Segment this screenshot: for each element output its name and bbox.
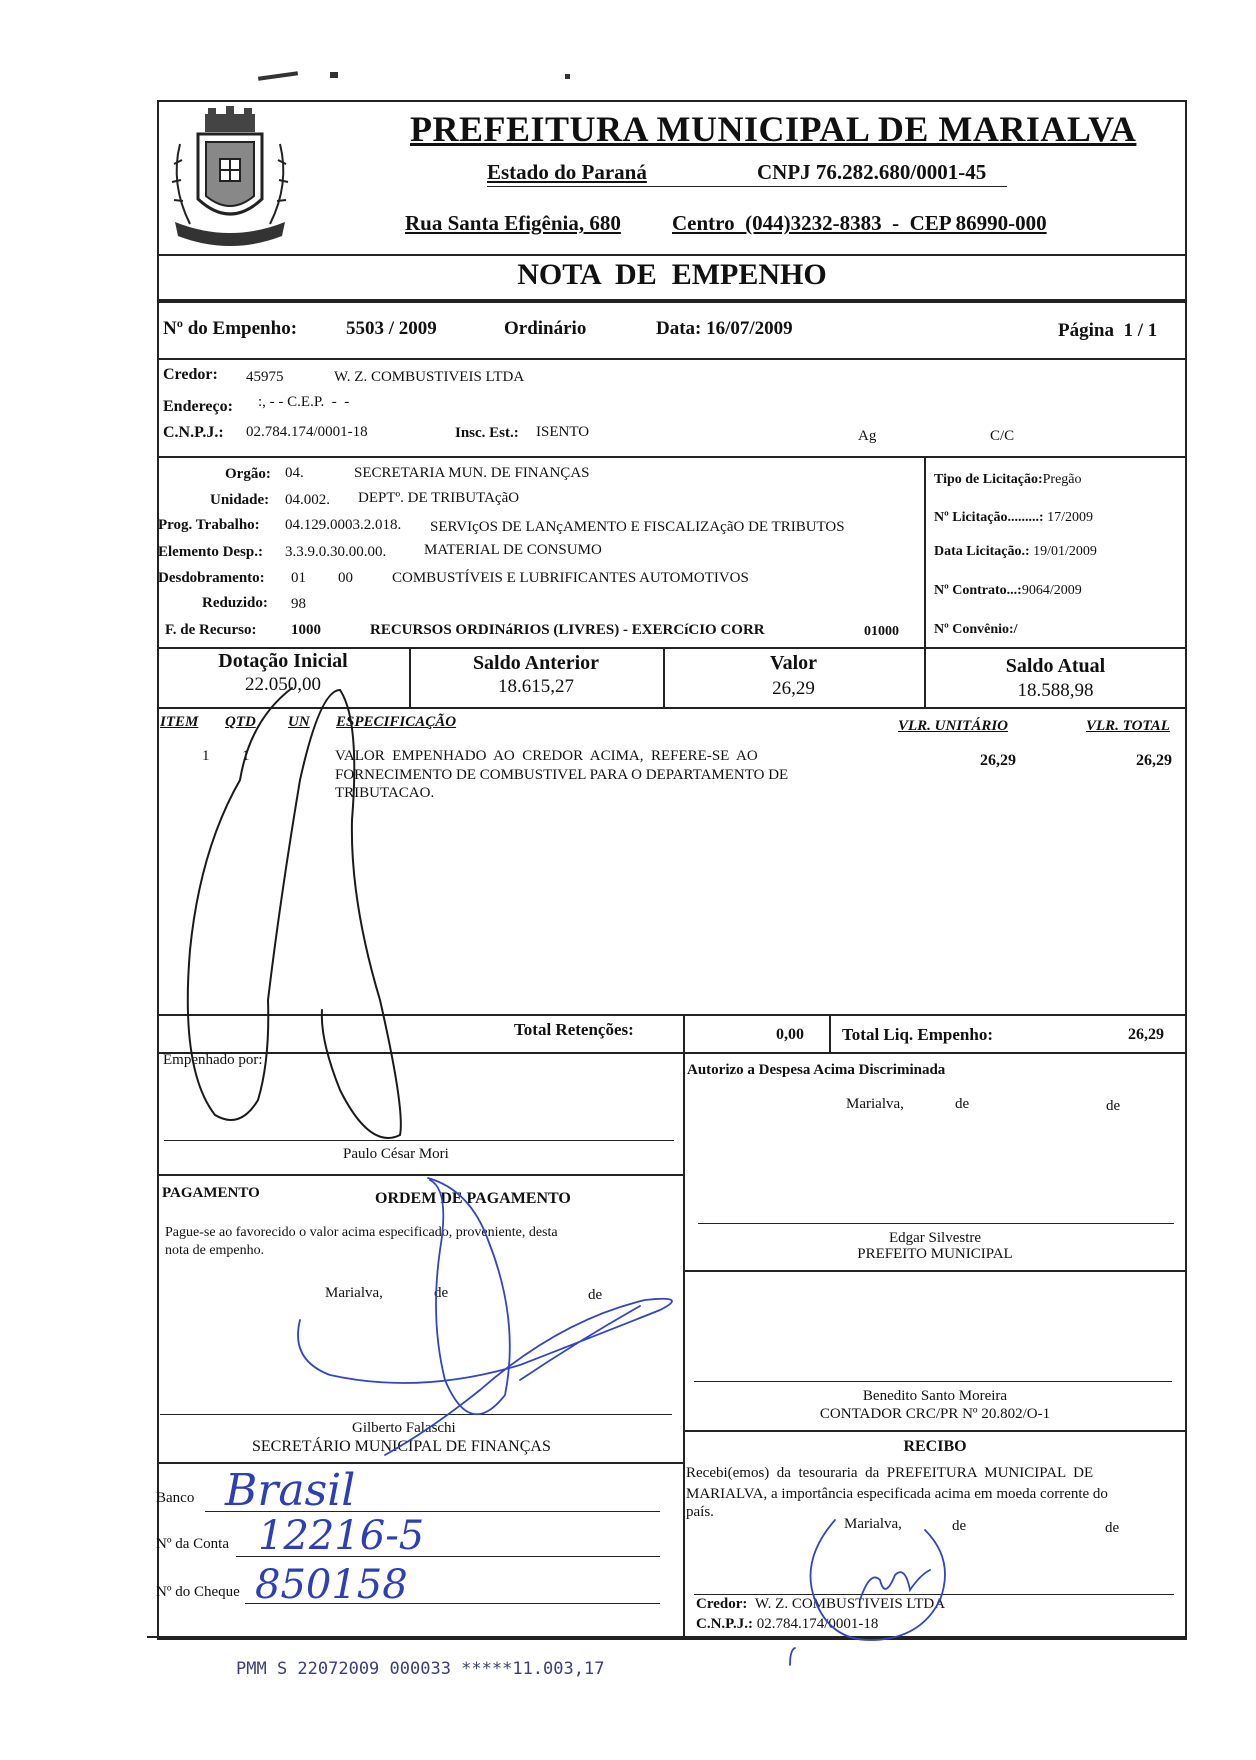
valor-label: Valor — [769, 652, 818, 674]
recibo-credor — [696, 1596, 945, 1613]
empenho-number-value: 5503 / 2009 — [346, 318, 437, 339]
header-underline — [487, 186, 1007, 187]
recurso-desc: RECURSOS ORDINáRIOS (LIVRES) - EXERCíCIO CORR — [370, 622, 765, 638]
pagamento-de-2: de — [588, 1287, 603, 1303]
reduzido-value: 98 — [291, 596, 306, 612]
scan-speck — [565, 74, 570, 79]
licitacao-data-label: Data Licitação.: — [934, 544, 1030, 559]
elemento-label: Elemento Desp.: — [158, 544, 263, 560]
dotacao-value: 22.050,00 — [245, 674, 321, 695]
divider-vertical — [683, 1014, 685, 1052]
signature-line — [698, 1223, 1174, 1224]
cheque-label: Nº do Cheque — [156, 1584, 240, 1600]
divider — [157, 707, 1187, 709]
empenho-number-label: Nº do Empenho: — [163, 318, 298, 339]
footer-stamp: PMM S 22072009 000033 *****11.003,17 — [236, 1659, 605, 1679]
pagamento-de-1: de — [434, 1285, 449, 1301]
licitacao-data — [934, 544, 1097, 560]
signature-line — [694, 1381, 1172, 1382]
banco-label: Banco — [156, 1490, 195, 1506]
orgao-desc: SECRETARIA MUN. DE FINANÇAS — [354, 465, 590, 481]
credor-label: Credor: — [163, 366, 218, 383]
cc-label: C/C — [990, 428, 1015, 444]
dotacao-label: Dotação Inicial — [218, 650, 348, 672]
state-text: Estado do Paraná — [487, 160, 647, 184]
recurso-label: F. de Recurso: — [165, 622, 257, 638]
total-retencoes-value: 0,00 — [776, 1026, 804, 1043]
divider — [147, 1636, 1187, 1638]
recibo-de-2: de — [1105, 1520, 1120, 1536]
pague-text-2: nota de empenho. — [165, 1243, 265, 1258]
recibo-cnpj — [696, 1616, 878, 1633]
secretario-title: SECRETÁRIO MUNICIPAL DE FINANÇAS — [252, 1438, 551, 1455]
recibo-text-1: Recebi(emos) da tesouraria da PREFEITURA MUNICIPAL DE — [686, 1465, 1094, 1481]
endereco-value: :, - - C.E.P. - - — [258, 394, 350, 410]
prog-value: 04.129.0003.2.018. — [285, 517, 402, 533]
prefeito-title: PREFEITO MUNICIPAL — [857, 1246, 1013, 1262]
divider — [157, 456, 1187, 458]
insc-value: ISENTO — [536, 424, 590, 440]
empenhado-por-label: Empenhado por: — [163, 1052, 263, 1068]
recibo-cnpj-value: 02.784.174/0001-18 — [756, 1616, 879, 1632]
cnpj-text: CNPJ 76.282.680/0001-45 — [757, 160, 987, 184]
address-text: Rua Santa Efigênia, 680 — [405, 211, 621, 235]
item-spec-line-1: VALOR EMPENHADO AO CREDOR ACIMA, REFERE-SE AO — [335, 748, 758, 764]
page-title: PREFEITURA MUNICIPAL DE MARIALVA — [410, 109, 1137, 149]
credor-code: 45975 — [246, 369, 284, 385]
elemento-value: 3.3.9.0.30.00.00. — [285, 544, 387, 560]
orgao-value: 04. — [285, 465, 304, 481]
valor-value: 26,29 — [772, 678, 815, 699]
recibo-credor-value: W. Z. COMBUSTIVEIS LTDA — [754, 1596, 946, 1612]
total-liquido-value: 26,29 — [1128, 1026, 1164, 1043]
credor-cnpj-label: C.N.P.J.: — [163, 424, 224, 441]
secretario-name: Gilberto Falaschi — [352, 1420, 456, 1436]
autorizo-label: Autorizo a Despesa Acima Discriminada — [687, 1062, 946, 1078]
empenho-type: Ordinário — [504, 318, 587, 339]
contador-title: CONTADOR CRC/PR Nº 20.802/O-1 — [819, 1406, 1051, 1422]
contador-name: Benedito Santo Moreira — [862, 1388, 1008, 1404]
divider — [683, 1430, 1187, 1432]
pagamento-city: Marialva, — [325, 1285, 383, 1301]
insc-label: Insc. Est.: — [455, 425, 519, 441]
item-unit-value: 26,29 — [980, 752, 1016, 769]
licitacao-data-value: 19/01/2009 — [1033, 544, 1097, 559]
col-header-qtd: QTD — [225, 714, 256, 730]
ag-label: Ag — [858, 428, 877, 444]
prog-desc: SERVIçOS DE LANçAMENTO E FISCALIZAçãO DE TRIBUTOS — [430, 519, 845, 535]
col-header-unit: VLR. UNITÁRIO — [898, 718, 1009, 734]
conta-value: 12216-5 — [258, 1513, 425, 1559]
licitacao-num-label: Nº Licitação.........: — [934, 510, 1044, 525]
saldo-atual-value: 18.588,98 — [1017, 680, 1094, 701]
unidade-desc: DEPTº. DE TRIBUTAçãO — [358, 490, 520, 506]
recurso-value: 1000 — [291, 622, 321, 638]
col-header-total: VLR. TOTAL — [1086, 718, 1170, 734]
contrato-value: 9064/2009 — [1021, 583, 1082, 598]
signature-line — [164, 1140, 674, 1141]
endereco-label: Endereço: — [163, 398, 233, 415]
document-title: NOTA DE EMPENHO — [517, 258, 827, 291]
empenho-date: Data: 16/07/2009 — [656, 318, 793, 339]
credor-cnpj-value: 02.784.174/0001-18 — [246, 424, 368, 440]
col-header-un: UN — [288, 714, 310, 730]
saldo-anterior-label: Saldo Anterior — [472, 652, 600, 674]
signature-line — [160, 1414, 672, 1415]
convenio-label: Nº Convênio:/ — [934, 622, 1018, 637]
banco-value: Brasil — [225, 1465, 356, 1516]
scan-speck — [258, 71, 298, 81]
divider — [157, 647, 1187, 649]
credor-name: W. Z. COMBUSTIVEIS LTDA — [334, 369, 525, 385]
saldo-anterior-value: 18.615,27 — [498, 676, 574, 697]
licitacao-tipo-label: Tipo de Licitação: — [934, 472, 1043, 487]
recibo-city: Marialva, — [844, 1516, 902, 1532]
total-liquido-label: Total Liq. Empenho: — [842, 1025, 993, 1044]
page-number: Página 1 / 1 — [1058, 320, 1158, 341]
empenhado-name: Paulo César Mori — [343, 1146, 449, 1162]
divider — [157, 299, 1187, 303]
divider — [157, 1462, 683, 1464]
item-number: 1 — [202, 748, 210, 764]
recibo-credor-label: Credor: — [696, 1596, 748, 1612]
recibo-de-1: de — [952, 1518, 967, 1534]
ordem-pagamento-label: ORDEM DE PAGAMENTO — [375, 1190, 571, 1207]
licitacao-num — [934, 510, 1093, 526]
divider — [157, 1014, 1187, 1016]
unidade-label: Unidade: — [210, 492, 270, 508]
total-retencoes-label: Total Retenções: — [514, 1020, 634, 1039]
desdobramento-value-2: 00 — [338, 570, 353, 586]
recurso-code: 01000 — [864, 624, 899, 639]
signature-line — [694, 1594, 1174, 1595]
desdobramento-value-1: 01 — [291, 570, 306, 586]
pague-text-1: Pague-se ao favorecido o valor acima especificado, proveniente, desta — [165, 1225, 558, 1240]
col-header-item: ITEM — [160, 714, 199, 730]
divider-vertical — [683, 1052, 685, 1640]
divider — [157, 254, 1187, 256]
autorizo-de-1: de — [955, 1096, 970, 1112]
prog-label: Prog. Trabalho: — [158, 517, 260, 533]
col-header-spec: ESPECIFICAÇÃO — [336, 714, 457, 730]
item-total-value: 26,29 — [1136, 752, 1172, 769]
divider — [157, 358, 1187, 360]
autorizo-de-2: de — [1106, 1098, 1121, 1114]
recibo-label: RECIBO — [903, 1438, 967, 1455]
scan-speck — [330, 72, 338, 78]
recibo-text-2: MARIALVA, a importância especificada acima em moeda corrente do — [686, 1486, 1108, 1502]
reduzido-label: Reduzido: — [202, 595, 268, 611]
divider — [157, 1174, 683, 1176]
contrato-label: Nº Contrato...: — [934, 583, 1022, 598]
autorizo-city: Marialva, — [846, 1096, 904, 1112]
item-spec-line-3: TRIBUTACAO. — [335, 785, 435, 801]
contrato — [934, 583, 1082, 599]
divider — [157, 1052, 1187, 1054]
item-spec-line-2: FORNECIMENTO DE COMBUSTIVEL PARA O DEPARTAMENTO DE — [335, 767, 789, 783]
cheque-value: 850158 — [255, 1562, 408, 1608]
coat-of-arms-icon — [160, 104, 300, 254]
elemento-desc: MATERIAL DE CONSUMO — [424, 542, 602, 558]
conta-label: Nº da Conta — [156, 1536, 229, 1552]
desdobramento-desc: COMBUSTÍVEIS E LUBRIFICANTES AUTOMOTIVOS — [392, 570, 749, 586]
contact-text: Centro (044)3232-8383 - CEP 86990-000 — [672, 211, 1047, 235]
divider-vertical — [924, 456, 926, 647]
item-qtd: 1 — [242, 748, 250, 764]
desdobramento-label: Desdobramento: — [158, 570, 265, 586]
orgao-label: Orgão: — [225, 466, 271, 482]
pagamento-label: PAGAMENTO — [162, 1185, 260, 1201]
divider — [683, 1270, 1187, 1272]
licitacao-tipo-value: Pregão — [1042, 472, 1082, 487]
recibo-cnpj-label: C.N.P.J.: — [696, 1616, 753, 1632]
recibo-text-3: país. — [686, 1504, 714, 1520]
licitacao-tipo — [934, 472, 1082, 488]
divider-vertical — [829, 1014, 831, 1052]
licitacao-num-value: 17/2009 — [1047, 510, 1093, 525]
saldo-atual-label: Saldo Atual — [1005, 655, 1106, 677]
prefeito-name: Edgar Silvestre — [888, 1230, 982, 1246]
unidade-value: 04.002. — [285, 492, 330, 508]
